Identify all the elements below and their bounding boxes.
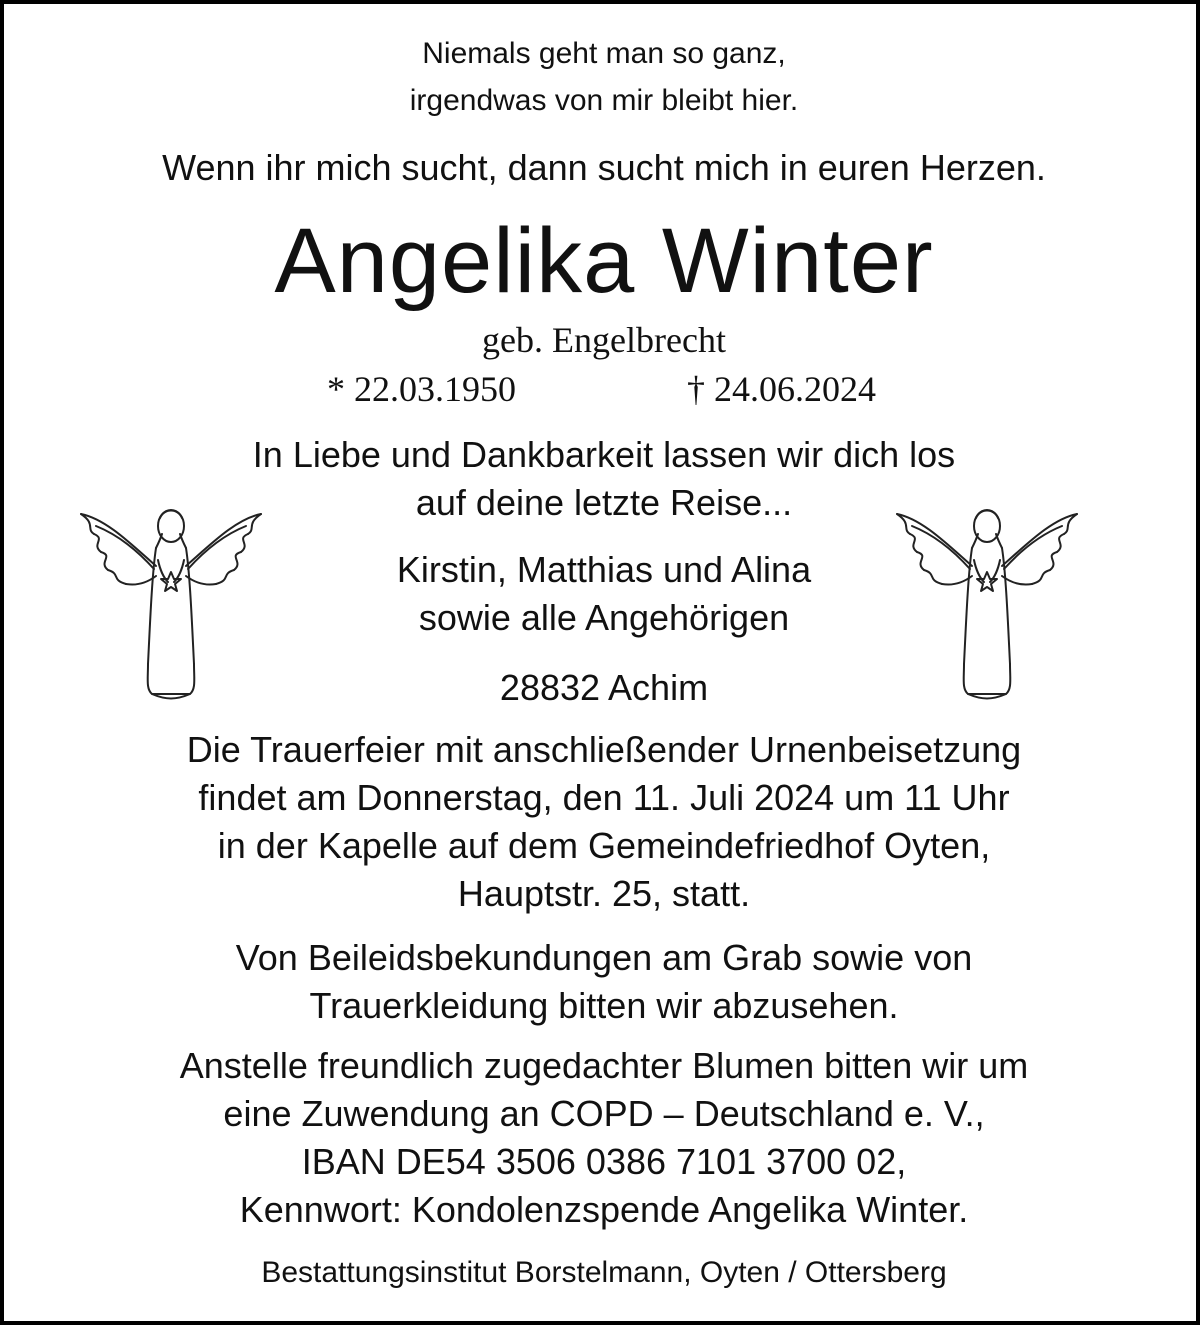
donation-line-1: Anstelle freundlich zugedachter Blumen bitten wir um — [179, 1045, 1029, 1086]
birth-name: geb. Engelbrecht — [482, 320, 726, 360]
condolence-line-2: Trauerkleidung bitten wir abzusehen. — [309, 985, 899, 1026]
mourners-line-2: sowie alle Angehörigen — [418, 597, 790, 638]
angel-figure-icon — [892, 504, 1082, 704]
donation-line-3: IBAN DE54 3506 0386 7101 3700 02, — [301, 1141, 907, 1182]
farewell-line-2: auf deine letzte Reise... — [415, 482, 793, 523]
angel-figure-icon — [76, 504, 266, 704]
condolence-line-1: Von Beileidsbekundungen am Grab sowie von — [235, 937, 973, 978]
quote: Wenn ihr mich sucht, dann sucht mich in euren Herzen. — [162, 147, 1046, 188]
death-date: † 24.06.2024 — [687, 369, 876, 409]
ceremony-line-1: Die Trauerfeier mit anschließender Urnenbeisetzung — [186, 729, 1022, 770]
location: 28832 Achim — [499, 667, 709, 708]
deceased-name: Angelika Winter — [274, 210, 934, 312]
farewell-line-1: In Liebe und Dankbarkeit lassen wir dich los — [252, 434, 956, 475]
motto-line-1: Niemals geht man so ganz, — [422, 37, 786, 70]
mourners-line-1: Kirstin, Matthias und Alina — [396, 549, 812, 590]
ceremony-line-4: Hauptstr. 25, statt. — [457, 873, 751, 914]
ceremony-line-3: in der Kapelle auf dem Gemeindefriedhof Oyten, — [217, 825, 991, 866]
donation-line-2: eine Zuwendung an COPD – Deutschland e. V., — [223, 1093, 985, 1134]
motto-line-2: irgendwas von mir bleibt hier. — [409, 84, 799, 117]
donation-line-4: Kennwort: Kondolenzspende Angelika Winter. — [239, 1189, 969, 1230]
ceremony-line-2: findet am Donnerstag, den 11. Juli 2024 um 11 Uhr — [198, 777, 1010, 818]
birth-date: * 22.03.1950 — [327, 369, 516, 409]
undertaker: Bestattungsinstitut Borstelmann, Oyten / Ottersberg — [261, 1256, 947, 1289]
